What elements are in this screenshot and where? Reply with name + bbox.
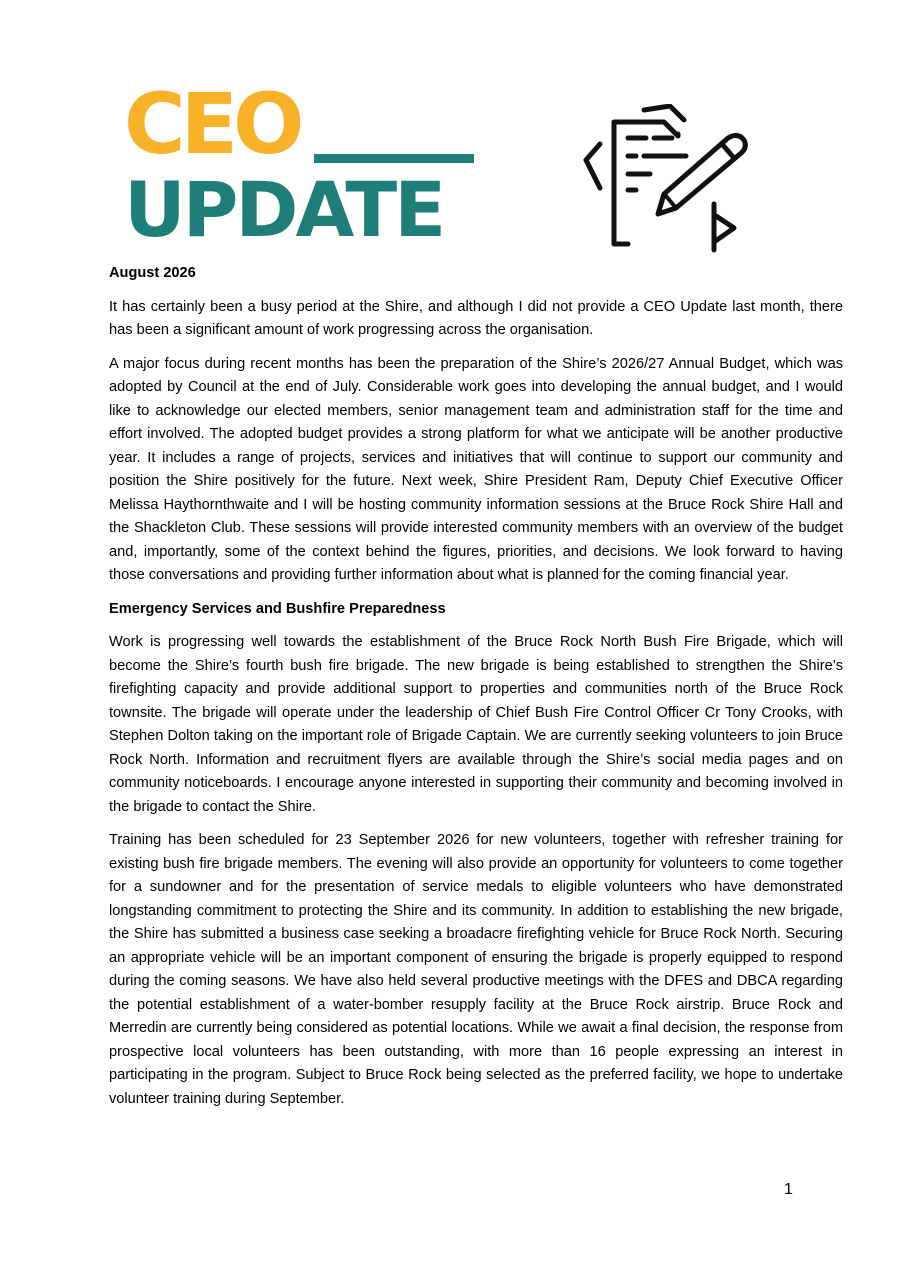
page-number: 1 (784, 1181, 793, 1198)
logo-underline (314, 154, 474, 163)
intro-paragraph: It has certainly been a busy period at the Shire, and although I did not provide a CEO Update last month, there has been a significant amount of work progressing across the organisation. (109, 298, 843, 338)
document-pencil-icon (578, 104, 758, 254)
budget-paragraph: A major focus during recent months has been the preparation of the Shire’s 2026/27 Annual Budget, which was adopted by Council at the end of July. Considerable work goes into developing the annual budget, and I would like to acknowledge our elected members, senior management team and administration staff for the time and effort involved. The adopted budget provides a strong platform for what we anticipate will be another productive year. It includes a range of projects, services and initiatives that will continue to support our community and position the Shire positively for the future. Next week, Shire President Ram, Deputy Chief Executive Officer Melissa Haythornthwaite and I will be hosting community information sessions at the Bruce Rock Shire Hall and the Shackleton Club. These sessions will provide interested community members with an overview of the budget and, importantly, some of the context behind the figures, priorities, and decisions. We look forward to having those conversations and providing further information about what is planned for the coming financial year. (109, 355, 843, 583)
document-date: August 2026 (109, 265, 196, 281)
training-paragraph: Training has been scheduled for 23 September 2026 for new volunteers, together with refresher training for existing bush fire brigade members. The evening will also provide an opportunity for volunteers to come together for a sundowner and for the presentation of service medals to eligible volunteers who have demonstrated longstanding commitment to protecting the Shire and its community. In addition to establishing the new brigade, the Shire has submitted a business case seeking a broadacre firefighting vehicle for Bruce Rock North. Securing an appropriate vehicle will be an important component of ensuring the brigade is properly equipped to respond during the coming seasons. We have also held several productive meetings with the DFES and DBCA regarding the potential establishment of a water-bomber resupply facility at the Bruce Rock airstrip. Bruce Rock and Merredin are currently being considered as potential locations. While we await a final decision, the response from prospective local volunteers has been outstanding, with more than 16 people expressing an interest in participating in the program. Subject to Bruce Rock being selected as the preferred facility, we hope to undertake volunteer training during September. (109, 832, 843, 1107)
ceo-update-logo (124, 75, 484, 254)
logo-ceo-text: CEO (124, 75, 300, 173)
brigade-paragraph: Work is progressing well towards the establishment of the Bruce Rock North Bush Fire Brigade, which will become the Shire’s fourth bush fire brigade. The new brigade is being established to strengthen the Shire’s firefighting capacity and provide additional support to properties and communities north of the Bruce Rock townsite. The brigade will operate under the leadership of Chief Bush Fire Control Officer Cr Tony Crooks, with Stephen Dolton taking on the important role of Brigade Captain. We are currently seeking volunteers to join Bruce Rock North. Information and recruitment flyers are available through the Shire’s social media pages and on community noticeboards. I encourage anyone interested in supporting their community and becoming involved in the brigade to contact the Shire. (109, 634, 843, 815)
logo-update-text: UPDATE (124, 165, 444, 254)
section-heading: Emergency Services and Bushfire Preparedness (109, 600, 446, 617)
document-body (109, 262, 843, 1121)
